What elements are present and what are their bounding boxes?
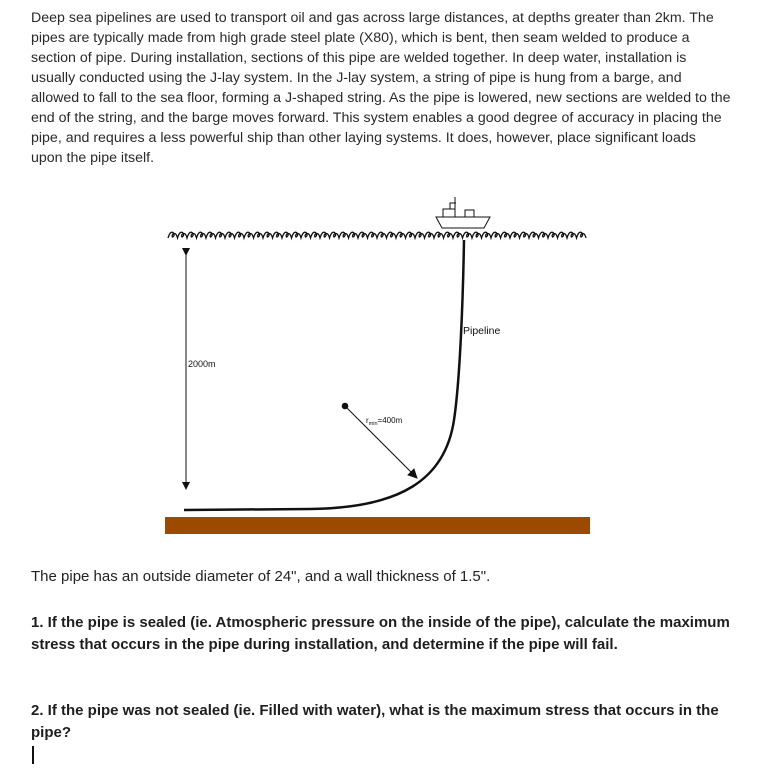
question-1: 1. If the pipe is sealed (ie. Atmospheric pressure on the inside of the pipe), calculate the maximum stress that occurs in the pipe during installation, and determine if the pipe will fail. — [31, 614, 730, 653]
intro-paragraph: Deep sea pipelines are used to transport oil and gas across large distances, at depths greater than 2km. The pipes are typically made from high grade steel plate (X80), which is bent, then seam welded to produce a section of pipe. During installation, sections of this pipe are welded together. In deep water, installation is usually conducted using the J-lay system. In the J-lay system, a string of pipe is hung from a barge, and allowed to fall to the sea floor, forming a J-shaped string. As the pipe is lowered, new sections are welded to the end of the string, and the barge moves forward. This system enables a good degree of accuracy in placing the pipe, and requires a less powerful ship than other laying systems. It does, however, place significant loads upon the pipe itself. — [31, 10, 731, 166]
j-lay-diagram — [150, 190, 610, 550]
text-cursor[interactable] — [32, 746, 34, 764]
seabed — [165, 517, 590, 534]
radius-label: $r_{min}=400m$ — [366, 416, 403, 427]
barge-icon — [436, 197, 490, 228]
depth-label: 2000m — [188, 359, 216, 369]
sea-surface-waves — [168, 232, 586, 238]
pipeline-curve — [184, 240, 464, 510]
pipe-spec-text: The pipe has an outside diameter of 24", and a wall thickness of 1.5". — [31, 568, 491, 585]
question-2: 2. If the pipe was not sealed (ie. Filled with water), what is the maximum stress that occurs in the pipe? — [31, 702, 719, 741]
j-lay-svg — [150, 190, 610, 550]
pipeline-label: Pipeline — [463, 325, 501, 337]
